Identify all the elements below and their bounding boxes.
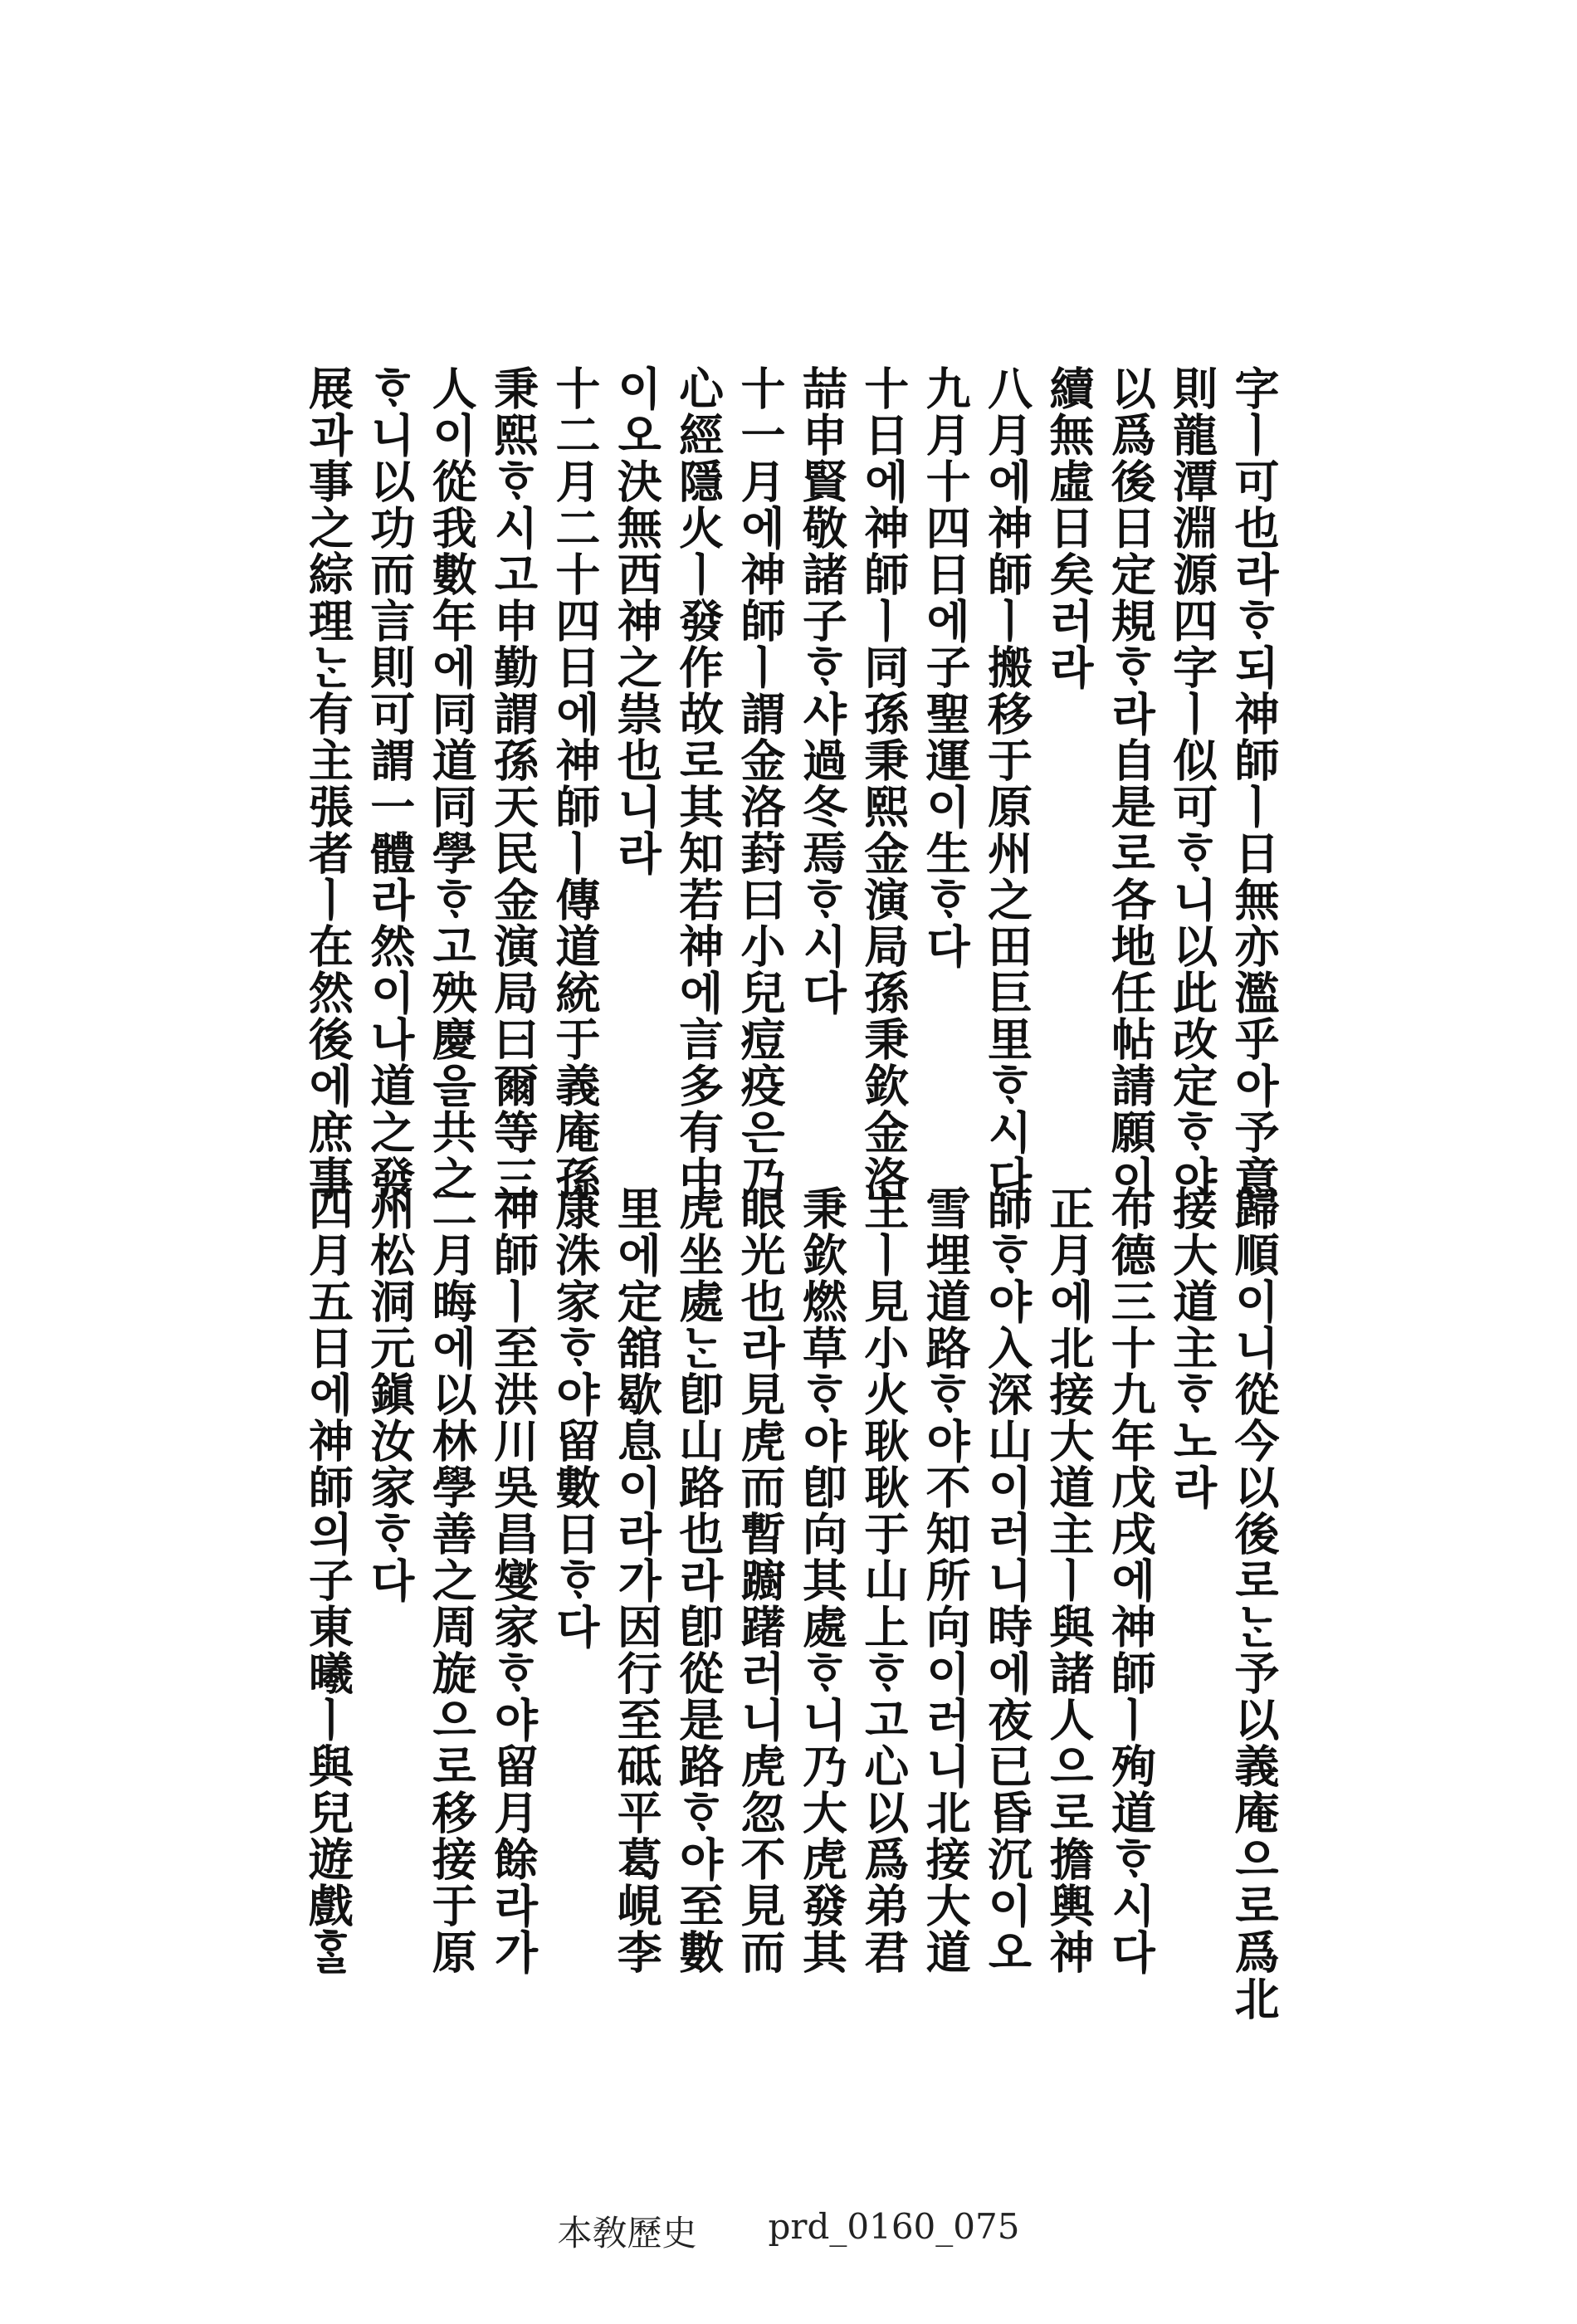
text-column: 十日에神師ㅣ同孫秉熙金演局孫秉欽金洛 <box>857 365 911 1202</box>
text-column: 展과事之綜理ᄂᆞᆫ有主張者ㅣ在然後에庶事 <box>301 365 355 1202</box>
text-column: 八月에神師ㅣ搬移于原州之田巨里ᄒᆞ시다 <box>980 365 1034 1202</box>
text-column: 字ㅣ可也라ᄒᆞ되神師ㅣ日無亦濫乎아予意 <box>1228 365 1281 1202</box>
text-column: 里에定舘歇息이라가因行至砥平葛峴李 <box>610 1185 664 1975</box>
upper-text-block <box>300 365 1288 1202</box>
text-column: 接大道主ᄒᆞ노라 <box>1165 1185 1219 1511</box>
text-column: 十一月에神師ㅣ謂金洛葑曰小兒痘疫은乃 <box>734 365 787 1202</box>
text-column: 康洙家ᄒᆞ야留數日ᄒᆞ다 <box>548 1185 602 1650</box>
text-column: 布德三十九年戊戌에神師ㅣ殉道ᄒᆞ시다 <box>1104 1185 1158 1975</box>
text-column: 二月晦에以林學善之周旋으로移接于原 <box>425 1185 479 1975</box>
footer-book-title: 本敎歷史 <box>557 2213 697 2253</box>
text-column: 歸順이니從今以後로ᄂᆞᆫ予以義庵으로爲北 <box>1228 1185 1281 2022</box>
text-column: 主ㅣ見小火耿耿于山上ᄒᆞ고心以爲弟君 <box>857 1185 911 1975</box>
text-column: 州松洞元鎭汝家ᄒᆞ다 <box>363 1185 417 1604</box>
text-column: 續無虛日矣러라 <box>1042 365 1096 691</box>
text-column: 秉欽燃草ᄒᆞ야卽向其處ᄒᆞ니乃大虎發其 <box>795 1185 849 1975</box>
text-column: 四月五日에神師의子東曦ㅣ與兒遊戲ᄒᆞᆯ <box>301 1185 355 1975</box>
text-column: 人이從我數年에同道同學ᄒᆞ고殃慶을共之 <box>425 365 479 1202</box>
text-column: 虎坐處ᄂᆞᆫ卽山路也라卽從是路ᄒᆞ야至數 <box>671 1185 725 1975</box>
text-column: 秉熙ᄒᆞ시고申勤謂孫天民金演局曰爾等三 <box>486 365 540 1202</box>
text-column: 正月에北接大道主ㅣ與諸人으로擔輿神 <box>1042 1185 1096 1975</box>
text-column: 以爲後日定規ᄒᆞ라自是로各地任帖請願이 <box>1104 365 1158 1202</box>
text-column: 師ᄒᆞ야入深山이러니時에夜已昏沉이오 <box>980 1185 1034 1975</box>
page-footer <box>0 2206 1577 2256</box>
text-column: 이오決無西神之祟也니라 <box>610 365 664 876</box>
text-column: 十二月二十四日에神師ㅣ傳道統于義庵孫 <box>548 365 602 1202</box>
text-column: 神師ㅣ至洪川吳昌燮家ᄒᆞ야留月餘라가 <box>486 1185 540 1975</box>
lower-text-block <box>300 1185 1288 2022</box>
text-column: 則龍潭淵源四字ㅣ似可ᄒᆞ니以此改定ᄒᆞ야 <box>1165 365 1219 1202</box>
text-column: 雪埋道路ᄒᆞ야不知所向이러니北接大道 <box>919 1185 973 1975</box>
text-column: 眼光也라見虎而暫躕躇러니虎忽不見而 <box>734 1185 787 1975</box>
footer-page-id: prd_0160_075 <box>768 2206 1020 2247</box>
text-column: 喆申賢敬諸子ᄒᆞ샤過冬焉ᄒᆞ시다 <box>795 365 849 1016</box>
text-column: ᄒᆞ니以功而言則可謂一體라然이나道之發 <box>363 365 417 1202</box>
text-column: 心經隱火ㅣ發作故로其知若神에言多有中 <box>671 365 725 1202</box>
text-column: 九月十四日에子聖運이生ᄒᆞ다 <box>919 365 973 969</box>
